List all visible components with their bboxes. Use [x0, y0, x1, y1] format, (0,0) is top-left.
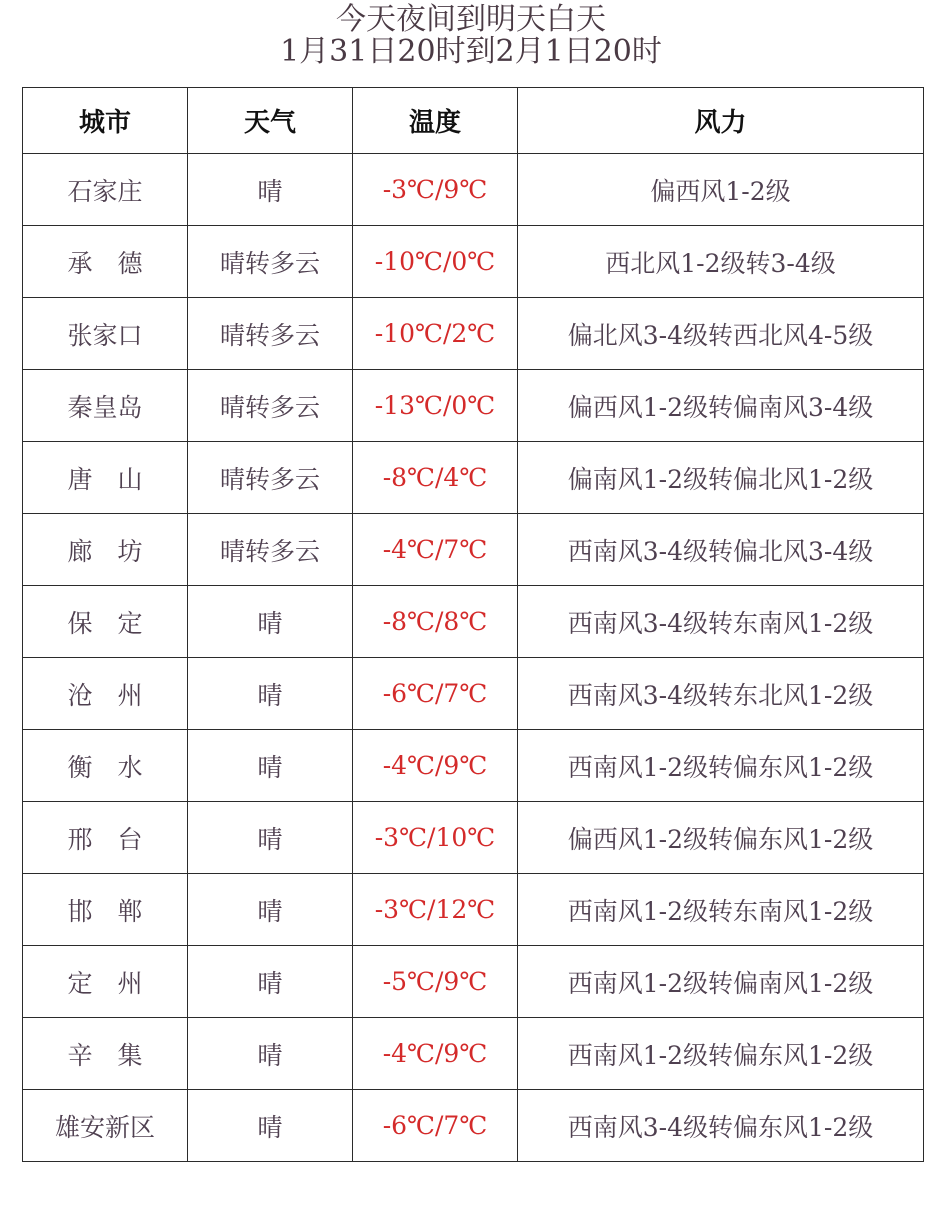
temp-cell: -10℃/0℃ — [353, 226, 518, 298]
table-body — [23, 154, 924, 1162]
city-cell: 廊 坊 — [23, 514, 188, 586]
title-line-1: 今天夜间到明天白天 — [336, 2, 606, 37]
city-cell: 沧 州 — [23, 658, 188, 730]
weather-cell: 晴 — [188, 1090, 353, 1162]
weather-cell: 晴转多云 — [188, 298, 353, 370]
table-row — [23, 730, 924, 802]
wind-cell: 西南风1-2级转偏南风1-2级 — [518, 946, 924, 1018]
table-row — [23, 946, 924, 1018]
weather-cell: 晴 — [188, 658, 353, 730]
temp-cell: -6℃/7℃ — [353, 658, 518, 730]
table-row — [23, 1018, 924, 1090]
temp-cell: -4℃/9℃ — [353, 1018, 518, 1090]
weather-cell: 晴转多云 — [188, 370, 353, 442]
temp-cell: -6℃/7℃ — [353, 1090, 518, 1162]
temp-cell: -8℃/4℃ — [353, 442, 518, 514]
weather-cell: 晴转多云 — [188, 226, 353, 298]
city-cell: 辛 集 — [23, 1018, 188, 1090]
weather-cell: 晴 — [188, 586, 353, 658]
city-cell: 邯 郸 — [23, 874, 188, 946]
table-row — [23, 514, 924, 586]
city-cell: 雄安新区 — [23, 1090, 188, 1162]
temp-cell: -5℃/9℃ — [353, 946, 518, 1018]
header-city: 城市 — [23, 88, 188, 154]
wind-cell: 西南风1-2级转东南风1-2级 — [518, 874, 924, 946]
city-cell: 唐 山 — [23, 442, 188, 514]
wind-cell: 偏西风1-2级转偏南风3-4级 — [518, 370, 924, 442]
header-weather: 天气 — [188, 88, 353, 154]
title-line-2: 1月31日20时到2月1日20时 — [280, 34, 662, 69]
city-cell: 保 定 — [23, 586, 188, 658]
table-row — [23, 658, 924, 730]
forecast-title — [0, 4, 942, 68]
table-row — [23, 1090, 924, 1162]
table-row — [23, 442, 924, 514]
weather-cell: 晴 — [188, 802, 353, 874]
city-cell: 秦皇岛 — [23, 370, 188, 442]
wind-cell: 西南风1-2级转偏东风1-2级 — [518, 730, 924, 802]
temp-cell: -3℃/9℃ — [353, 154, 518, 226]
weather-cell: 晴 — [188, 730, 353, 802]
table-row — [23, 874, 924, 946]
weather-cell: 晴 — [188, 946, 353, 1018]
city-cell: 衡 水 — [23, 730, 188, 802]
temp-cell: -4℃/9℃ — [353, 730, 518, 802]
wind-cell: 西南风1-2级转偏东风1-2级 — [518, 1018, 924, 1090]
wind-cell: 西南风3-4级转偏东风1-2级 — [518, 1090, 924, 1162]
city-cell: 承 德 — [23, 226, 188, 298]
table-row — [23, 370, 924, 442]
city-cell: 石家庄 — [23, 154, 188, 226]
header-wind: 风力 — [518, 88, 924, 154]
temp-cell: -8℃/8℃ — [353, 586, 518, 658]
wind-cell: 偏北风3-4级转西北风4-5级 — [518, 298, 924, 370]
forecast-table — [22, 87, 924, 1162]
temp-cell: -10℃/2℃ — [353, 298, 518, 370]
weather-cell: 晴转多云 — [188, 442, 353, 514]
temp-cell: -3℃/10℃ — [353, 802, 518, 874]
temp-cell: -3℃/12℃ — [353, 874, 518, 946]
table-row — [23, 802, 924, 874]
city-cell: 张家口 — [23, 298, 188, 370]
city-cell: 邢 台 — [23, 802, 188, 874]
weather-cell: 晴 — [188, 874, 353, 946]
temp-cell: -13℃/0℃ — [353, 370, 518, 442]
wind-cell: 西南风3-4级转偏北风3-4级 — [518, 514, 924, 586]
weather-cell: 晴 — [188, 1018, 353, 1090]
city-cell: 定 州 — [23, 946, 188, 1018]
temp-cell: -4℃/7℃ — [353, 514, 518, 586]
header-temp: 温度 — [353, 88, 518, 154]
table-header-row — [23, 88, 924, 154]
wind-cell: 西南风3-4级转东南风1-2级 — [518, 586, 924, 658]
weather-cell: 晴 — [188, 154, 353, 226]
table-row — [23, 298, 924, 370]
table-row — [23, 586, 924, 658]
wind-cell: 偏南风1-2级转偏北风1-2级 — [518, 442, 924, 514]
table-row — [23, 154, 924, 226]
weather-cell: 晴转多云 — [188, 514, 353, 586]
wind-cell: 西北风1-2级转3-4级 — [518, 226, 924, 298]
wind-cell: 偏西风1-2级 — [518, 154, 924, 226]
wind-cell: 偏西风1-2级转偏东风1-2级 — [518, 802, 924, 874]
wind-cell: 西南风3-4级转东北风1-2级 — [518, 658, 924, 730]
table-row — [23, 226, 924, 298]
